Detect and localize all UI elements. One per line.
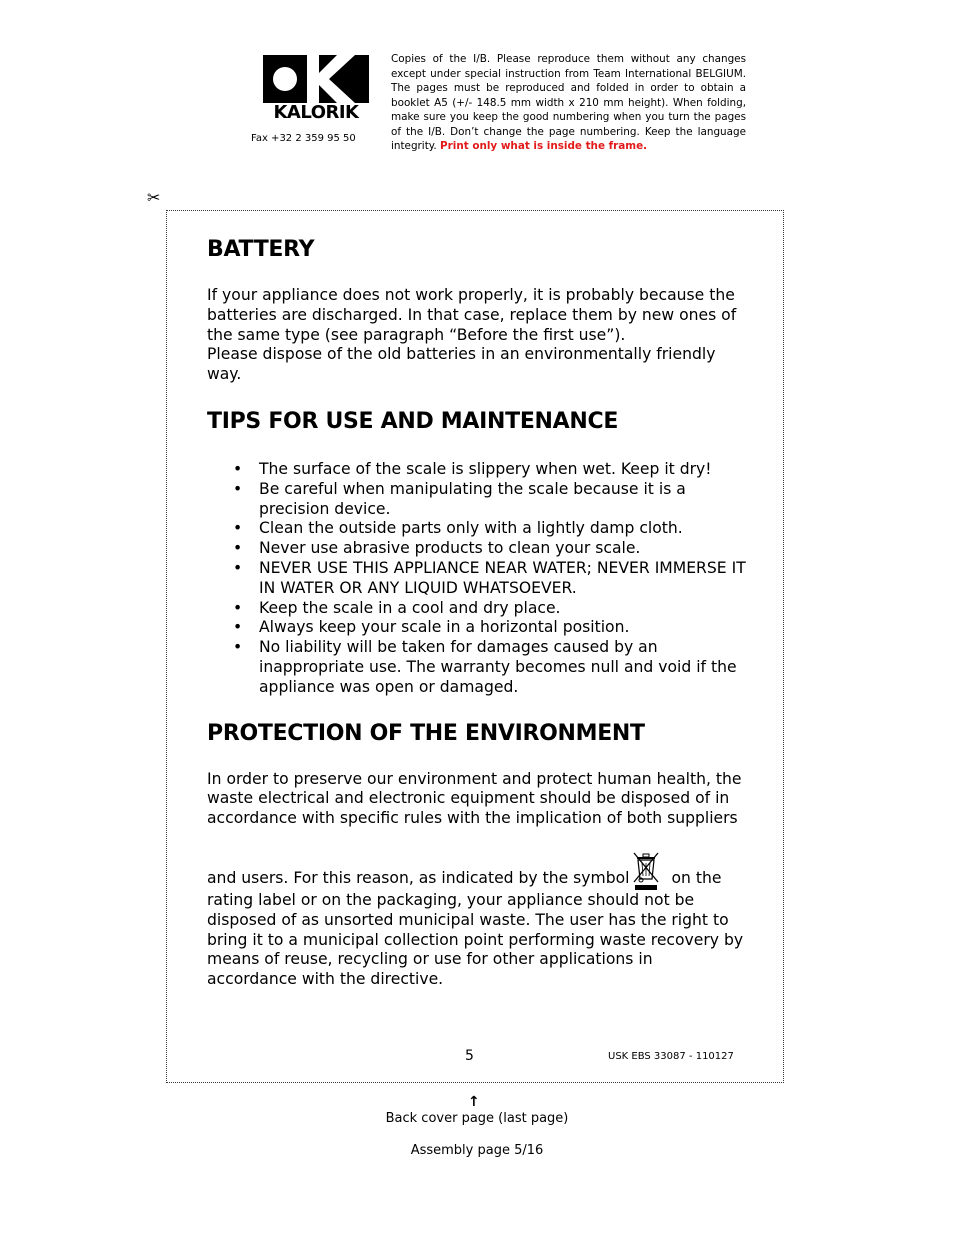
fax-number: Fax +32 2 359 95 50 — [251, 133, 356, 144]
bullet: • — [233, 539, 243, 558]
list-item — [207, 519, 747, 539]
list-item — [207, 618, 747, 638]
kalorik-logo — [263, 55, 369, 123]
copy-instructions-end: . — [643, 140, 648, 152]
bullet: • — [233, 459, 243, 478]
list-item-text: Never use abrasive products to clean your scale. — [259, 539, 641, 558]
copy-instructions-highlight: Print only what is inside the frame — [440, 140, 644, 152]
scissors-icon: ✂ — [147, 188, 161, 207]
list-item-text: Be careful when manipulating the scale because it is a precision device. — [259, 479, 686, 518]
list-item-text: The surface of the scale is slippery when wet. Keep it dry! — [259, 459, 712, 478]
list-item-text: Always keep your scale in a horizontal position. — [259, 618, 630, 637]
bullet: • — [233, 598, 243, 617]
environment-heading: PROTECTION OF THE ENVIRONMENT — [207, 720, 645, 746]
bullet: • — [233, 638, 243, 657]
environment-paragraph-rest — [207, 851, 747, 990]
spacer — [207, 829, 747, 851]
logo-text: KALORIK — [273, 102, 359, 123]
bullet: • — [233, 479, 243, 498]
back-cover-note: Back cover page (last page) — [385, 1111, 569, 1126]
bullet: • — [233, 618, 243, 637]
battery-paragraph-1: If your appliance does not work properly, it is probably because the batteries are discharged. In that case, replace them by new ones of the same type (see paragraph “Before the first use”). — [207, 286, 737, 344]
copy-instructions — [391, 52, 746, 154]
page-number: 5 — [465, 1048, 474, 1064]
battery-heading: BATTERY — [207, 237, 315, 262]
list-item — [207, 539, 747, 559]
document-reference: USK EBS 33087 - 110127 — [608, 1051, 734, 1062]
list-item — [207, 460, 747, 480]
list-item — [207, 638, 747, 697]
list-item-text: No liability will be taken for damages caused by an inappropriate use. The warranty becomes null and void if the appliance was open or damaged. — [259, 638, 737, 696]
tips-heading: TIPS FOR USE AND MAINTENANCE — [207, 408, 619, 434]
list-item — [207, 599, 747, 619]
environment-symbol-text: and users. For this reason, as indicated by the symbol — [207, 868, 630, 887]
list-item — [207, 559, 747, 599]
list-item — [207, 480, 747, 520]
tips-list — [207, 460, 747, 698]
crossed-out-bin-icon — [631, 851, 661, 891]
list-item-text: NEVER USE THIS APPLIANCE NEAR WATER; NEVER IMMERSE IT IN WATER OR ANY LIQUID WHATSOEVER. — [259, 558, 746, 597]
list-item-text: Keep the scale in a cool and dry place. — [259, 598, 561, 617]
up-arrow-icon: ↑ — [468, 1094, 480, 1110]
environment-after-symbol-text: on the rating label or on the packaging, your appliance should not be disposed of as unsorted municipal waste. The user has the right to bring it to a municipal collection point performing waste recovery by means of reuse, recycling or use for other applications in accordance with the directive. — [207, 868, 744, 989]
list-item-text: Clean the outside parts only with a lightly damp cloth. — [259, 519, 683, 538]
bullet: • — [233, 519, 243, 538]
copy-instructions-text: Copies of the I/B. Please reproduce them without any changes except under special instruction from Team International BELGIUM. The pages must be reproduced and folded in order to obtain a booklet A5 (+/- 148.5 mm width x 210 mm height). When folding, make sure you keep the good numbering when you turn the pages of the I/B. Don’t change the page numbering. Keep the language integrity. — [391, 53, 746, 152]
page-content — [207, 236, 747, 990]
kalorik-k-emblem — [263, 55, 369, 103]
battery-paragraph-2: Please dispose of the old batteries in an environmentally friendly way. — [207, 345, 716, 384]
assembly-page-note: Assembly page 5/16 — [410, 1143, 544, 1158]
bullet: • — [233, 558, 243, 577]
environment-paragraph-start: In order to preserve our environment and protect human health, the waste electrical and electronic equipment should be disposed of in accordance with specific rules with the implication of both suppliers — [207, 769, 742, 828]
